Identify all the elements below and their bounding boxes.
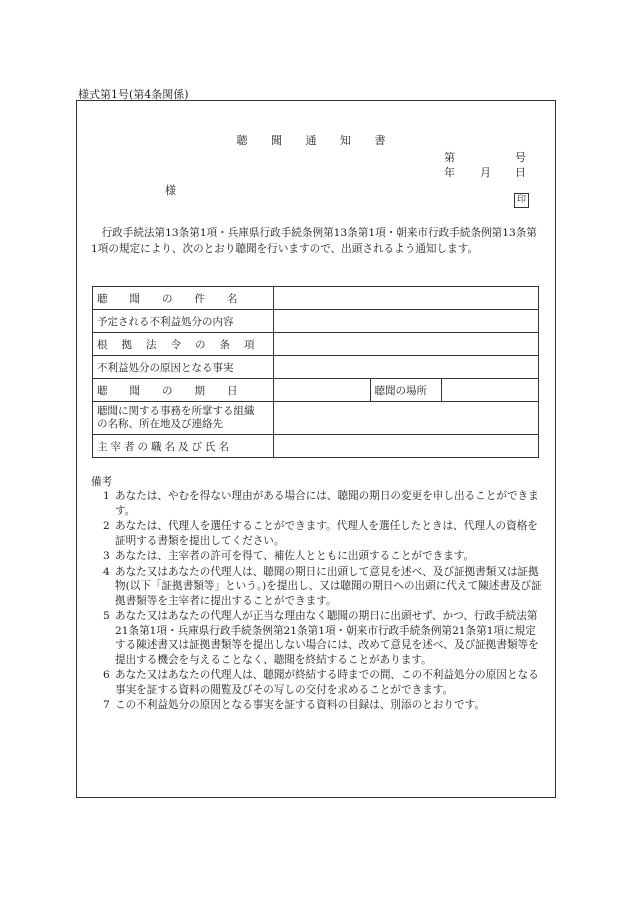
- value-hearing-place[interactable]: [441, 379, 539, 402]
- number-prefix: 第: [444, 151, 455, 164]
- value-presiding-officer[interactable]: [273, 435, 539, 458]
- note-item: 2 あなたは、代理人を選任することができます。代理人を選任したときは、代理人の資格を証明する書類を提出してください。: [103, 520, 538, 547]
- notes-list: [91, 489, 543, 714]
- addressee-suffix: 様: [165, 184, 176, 197]
- seal-mark: 印: [514, 193, 529, 208]
- note-item: 7 この不利益処分の原因となる事実を証する資料の目録は、別添のとおりです。: [103, 699, 485, 711]
- value-disposition-cause[interactable]: [273, 356, 539, 379]
- label-legal-basis: 根拠法令の条項: [93, 333, 274, 356]
- label-presiding-officer: 主宰者の職名及び氏名: [93, 435, 274, 458]
- number-suffix: 号: [515, 151, 526, 164]
- hearing-details-table: [92, 286, 539, 458]
- notes-heading: 備考: [91, 476, 113, 488]
- label-disposition-cause: 不利益処分の原因となる事実: [93, 356, 274, 379]
- date-day: 日: [515, 166, 526, 179]
- note-item: 4 あなた又はあなたの代理人は、聴聞の期日に出頭して意見を述べ、及び証拠書類又は証拠物(以下「証拠書類等」という。)を提出し、又は聴聞の期日への出頭に代えて陳述書及び証拠書類等を主宰者に提出することができます。: [103, 565, 542, 607]
- label-hearing-date: 聴聞の期日: [93, 379, 274, 402]
- note-item: 1 あなたは、やむを得ない理由がある場合には、聴聞の期日の変更を申し出ることができます。: [103, 490, 539, 517]
- document-title: 聴 聞 通 知 書: [236, 134, 396, 147]
- note-item: 3 あなたは、主宰者の許可を得て、補佐人とともに出頭することができます。: [103, 550, 475, 562]
- note-item: 6 あなた又はあなたの代理人は、聴聞が終結する時までの間、この不利益処分の原因となる事実を証する資料の閲覧及びその写しの交付を求めることができます。: [103, 669, 539, 696]
- notice-intro-text: 行政手続法第13条第1項・兵庫県行政手続条例第13条第1項・朝来市行政手続条例第13条第1項の規定により、次のとおり聴聞を行いますので、出頭されるよう通知します。: [91, 227, 537, 255]
- document-frame: [76, 100, 556, 798]
- value-administrative-office[interactable]: [273, 402, 539, 435]
- label-hearing-subject: 聴聞の件名: [93, 287, 274, 310]
- date-month: 月: [480, 166, 491, 179]
- value-hearing-subject[interactable]: [273, 287, 539, 310]
- value-planned-disposition[interactable]: [273, 310, 539, 333]
- value-hearing-date[interactable]: [273, 379, 370, 402]
- note-item: 5 あなた又はあなたの代理人が正当な理由なく聴聞の期日に出頭せず、かつ、行政手続法第21条第1項・兵庫県行政手続条例第21条第1項・朝来市行政手続条例第21条第1項に規定する陳述書又は証拠書類等を提出しない場合には、改めて意見を述べ、及び証拠書類等を提出する機会を与えることなく、聴聞を終結することがあります。: [103, 610, 539, 666]
- label-planned-disposition: 予定される不利益処分の内容: [93, 310, 274, 333]
- date-year: 年: [444, 166, 455, 179]
- value-legal-basis[interactable]: [273, 333, 539, 356]
- label-administrative-office: 聴聞に関する事務を所掌する組織の名称、所在地及び連絡先: [93, 402, 274, 435]
- label-hearing-place: 聴聞の場所: [370, 379, 441, 402]
- form-number-label: 様式第1号(第4条関係): [78, 88, 189, 101]
